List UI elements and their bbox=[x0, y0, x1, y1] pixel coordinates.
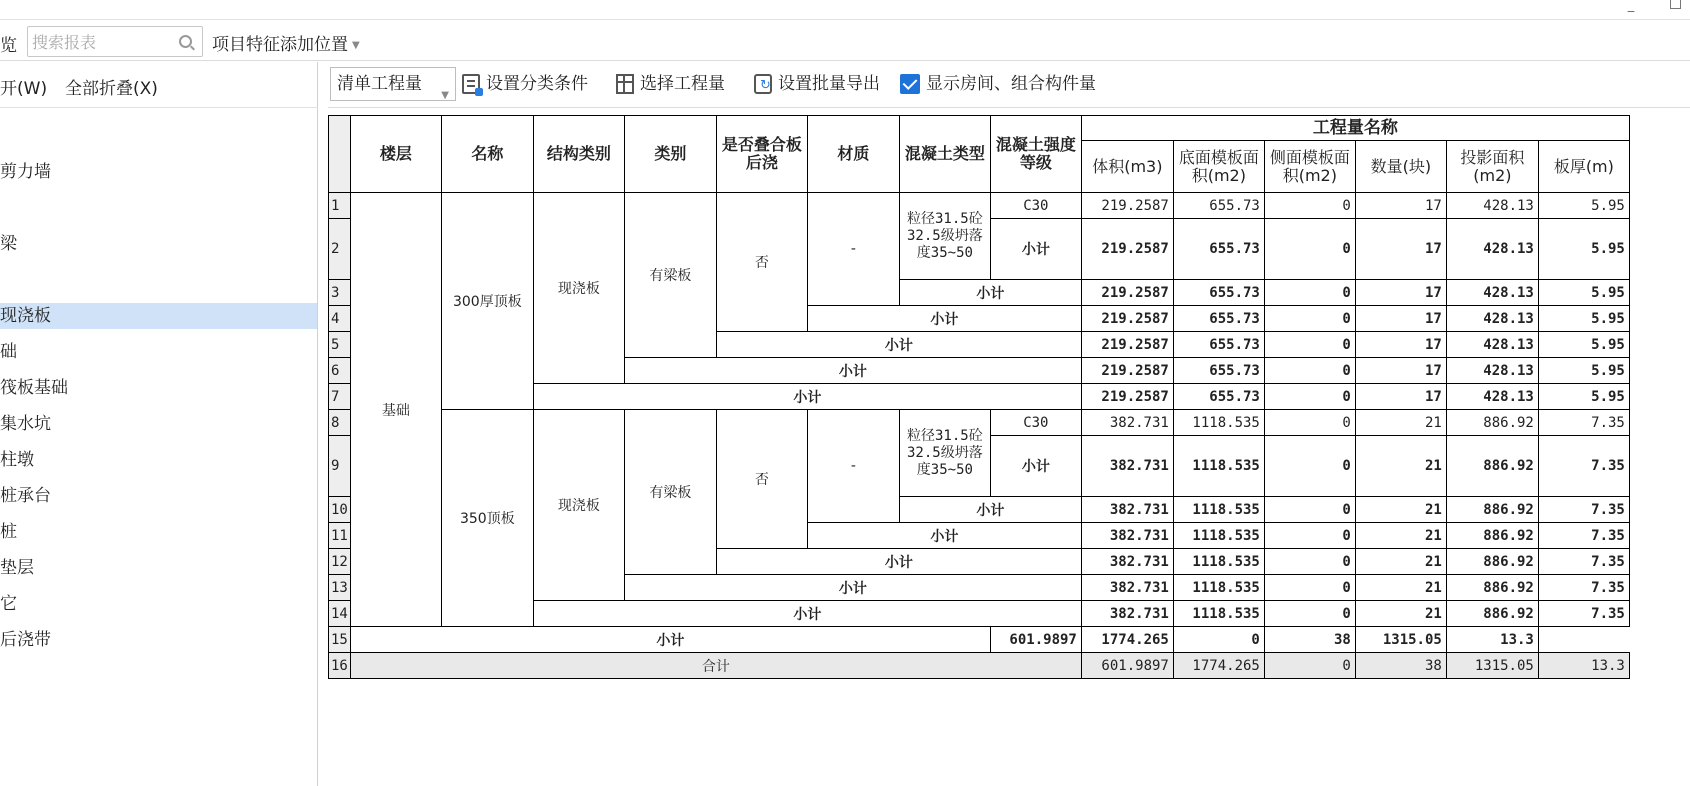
expand-all-button[interactable]: 开(W) bbox=[0, 79, 48, 99]
report-table bbox=[328, 115, 1630, 679]
classification-icon bbox=[462, 74, 480, 94]
count-cell: 38 bbox=[1355, 653, 1446, 679]
header-floor: 楼层 bbox=[350, 116, 441, 193]
header-side-formwork: 侧面模板面积(m2) bbox=[1264, 141, 1355, 193]
show-rooms-toggle[interactable] bbox=[900, 71, 1096, 97]
tree-item-column-pier[interactable]: 柱墩 bbox=[0, 450, 34, 470]
subtotal-label: 小计 bbox=[807, 306, 1081, 332]
tree-item-other[interactable]: 它 bbox=[0, 594, 17, 614]
count-cell: 17 bbox=[1355, 280, 1446, 306]
tree-item-beam[interactable]: 梁 bbox=[0, 234, 17, 254]
subtotal-label: 小计 bbox=[533, 601, 1081, 627]
subtotal-label: 小计 bbox=[716, 549, 1081, 575]
thickness-cell: 7.35 bbox=[1538, 410, 1629, 436]
component-tree-panel bbox=[0, 62, 318, 786]
bottom-formwork-cell: 655.73 bbox=[1173, 219, 1264, 280]
count-cell: 21 bbox=[1355, 523, 1446, 549]
bottom-formwork-cell: 1118.535 bbox=[1173, 575, 1264, 601]
floor-cell: 基础 bbox=[350, 193, 441, 627]
side-formwork-cell: 0 bbox=[1264, 410, 1355, 436]
header-laminated: 是否叠合板后浇 bbox=[716, 116, 807, 193]
maximize-icon bbox=[1670, 0, 1681, 9]
side-formwork-cell: 0 bbox=[1264, 332, 1355, 358]
quantity-type-select[interactable] bbox=[330, 67, 456, 101]
chevron-down-icon: ▼ bbox=[352, 39, 360, 51]
projected-area-cell: 886.92 bbox=[1446, 523, 1538, 549]
count-cell: 38 bbox=[1264, 627, 1355, 653]
row-number: 11 bbox=[329, 523, 351, 549]
bottom-formwork-cell: 1118.535 bbox=[1173, 436, 1264, 497]
thickness-cell: 7.35 bbox=[1538, 575, 1629, 601]
batch-export-button[interactable] bbox=[754, 71, 880, 97]
select-quantity-button[interactable] bbox=[616, 71, 725, 97]
thickness-cell: 7.35 bbox=[1538, 523, 1629, 549]
side-formwork-cell: 0 bbox=[1264, 497, 1355, 523]
search-box[interactable] bbox=[27, 26, 203, 57]
volume-cell: 382.731 bbox=[1081, 549, 1173, 575]
projected-area-cell: 886.92 bbox=[1446, 575, 1538, 601]
minimize-icon: _ bbox=[1627, 0, 1635, 13]
volume-cell: 382.731 bbox=[1081, 575, 1173, 601]
row-number: 4 bbox=[329, 306, 351, 332]
quantity-type-value: 清单工程量 bbox=[337, 74, 422, 94]
header-quantity-group: 工程量名称 bbox=[1081, 116, 1629, 141]
feature-position-dropdown[interactable] bbox=[212, 30, 360, 55]
side-formwork-cell: 0 bbox=[1264, 436, 1355, 497]
maximize-button[interactable] bbox=[1664, 0, 1686, 14]
projected-area-cell: 886.92 bbox=[1446, 497, 1538, 523]
count-cell: 17 bbox=[1355, 306, 1446, 332]
browse-label: 览 bbox=[0, 36, 17, 56]
projected-area-cell: 428.13 bbox=[1446, 332, 1538, 358]
side-formwork-cell: 0 bbox=[1264, 306, 1355, 332]
row-number: 7 bbox=[329, 384, 351, 410]
count-cell: 17 bbox=[1355, 384, 1446, 410]
header-thickness: 板厚(m) bbox=[1538, 141, 1629, 193]
table-row bbox=[329, 193, 1630, 219]
row-number: 6 bbox=[329, 358, 351, 384]
volume-cell: 382.731 bbox=[1081, 436, 1173, 497]
count-cell: 21 bbox=[1355, 601, 1446, 627]
projected-area-cell: 1315.05 bbox=[1446, 653, 1538, 679]
row-number: 1 bbox=[329, 193, 351, 219]
row-number: 3 bbox=[329, 280, 351, 306]
projected-area-cell: 428.13 bbox=[1446, 358, 1538, 384]
thickness-cell: 5.95 bbox=[1538, 193, 1629, 219]
set-classification-label: 设置分类条件 bbox=[486, 74, 588, 94]
volume-cell: 219.2587 bbox=[1081, 306, 1173, 332]
checkbox-checked-icon[interactable] bbox=[900, 74, 920, 94]
subtotal-label: 小计 bbox=[990, 436, 1081, 497]
bottom-formwork-cell: 1118.535 bbox=[1173, 410, 1264, 436]
material-cell: - bbox=[807, 193, 899, 306]
projected-area-cell: 886.92 bbox=[1446, 410, 1538, 436]
tree-item-pile[interactable]: 桩 bbox=[0, 522, 17, 542]
count-cell: 21 bbox=[1355, 497, 1446, 523]
subtotal-label: 小计 bbox=[533, 384, 1081, 410]
select-quantity-label: 选择工程量 bbox=[640, 74, 725, 94]
material-cell: - bbox=[807, 410, 899, 523]
search-icon[interactable] bbox=[179, 35, 192, 48]
side-formwork-cell: 0 bbox=[1264, 219, 1355, 280]
row-number: 5 bbox=[329, 332, 351, 358]
header-material: 材质 bbox=[807, 116, 899, 193]
row-number: 15 bbox=[329, 627, 351, 653]
row-number: 8 bbox=[329, 410, 351, 436]
minimize-button[interactable] bbox=[1620, 0, 1642, 14]
thickness-cell: 5.95 bbox=[1538, 306, 1629, 332]
laminated-cell: 否 bbox=[716, 193, 807, 332]
bottom-formwork-cell: 655.73 bbox=[1173, 193, 1264, 219]
collapse-all-button[interactable]: 全部折叠(X) bbox=[65, 79, 158, 99]
concrete-type-cell: 粒径31.5砼32.5级坍落度35~50 bbox=[899, 193, 990, 280]
tree-item-sump-pit[interactable]: 集水坑 bbox=[0, 414, 51, 434]
header-count: 数量(块) bbox=[1355, 141, 1446, 193]
bottom-formwork-cell: 1118.535 bbox=[1173, 497, 1264, 523]
count-cell: 21 bbox=[1355, 436, 1446, 497]
projected-area-cell: 428.13 bbox=[1446, 193, 1538, 219]
tree-item-foundation[interactable]: 础 bbox=[0, 342, 17, 362]
subtotal-label: 小计 bbox=[899, 497, 1081, 523]
thickness-cell: 5.95 bbox=[1538, 384, 1629, 410]
report-search-bar bbox=[0, 21, 1690, 61]
volume-cell: 219.2587 bbox=[1081, 193, 1173, 219]
count-cell: 17 bbox=[1355, 193, 1446, 219]
thickness-cell: 5.95 bbox=[1538, 280, 1629, 306]
name-cell: 300厚顶板 bbox=[441, 193, 533, 410]
table-grid-icon bbox=[616, 74, 634, 94]
side-formwork-cell: 0 bbox=[1264, 384, 1355, 410]
bottom-formwork-cell: 655.73 bbox=[1173, 280, 1264, 306]
concrete-type-cell: 粒径31.5砼32.5级坍落度35~50 bbox=[899, 410, 990, 497]
volume-cell: 382.731 bbox=[1081, 497, 1173, 523]
count-cell: 21 bbox=[1355, 410, 1446, 436]
count-cell: 17 bbox=[1355, 332, 1446, 358]
report-toolbar bbox=[328, 62, 1690, 108]
show-rooms-label: 显示房间、组合构件量 bbox=[926, 74, 1096, 94]
projected-area-cell: 886.92 bbox=[1446, 436, 1538, 497]
row-number: 16 bbox=[329, 653, 351, 679]
side-formwork-cell: 0 bbox=[1264, 653, 1355, 679]
tree-item-pile-cap[interactable]: 桩承台 bbox=[0, 486, 51, 506]
volume-cell: 382.731 bbox=[1081, 523, 1173, 549]
export-icon bbox=[754, 74, 772, 94]
chevron-down-icon: ▼ bbox=[441, 90, 449, 101]
projected-area-cell: 428.13 bbox=[1446, 306, 1538, 332]
side-formwork-cell: 0 bbox=[1264, 523, 1355, 549]
name-cell: 350顶板 bbox=[441, 410, 533, 627]
set-classification-button[interactable] bbox=[462, 71, 588, 97]
count-cell: 21 bbox=[1355, 575, 1446, 601]
side-formwork-cell: 0 bbox=[1264, 193, 1355, 219]
count-cell: 21 bbox=[1355, 549, 1446, 575]
header-projected-area: 投影面积(m2) bbox=[1446, 141, 1538, 193]
total-label: 合计 bbox=[350, 653, 1081, 679]
tree-item-cast-slab[interactable]: 现浇板 bbox=[0, 303, 317, 329]
volume-cell: 382.731 bbox=[1081, 601, 1173, 627]
side-formwork-cell: 0 bbox=[1264, 358, 1355, 384]
row-number: 10 bbox=[329, 497, 351, 523]
thickness-cell: 7.35 bbox=[1538, 436, 1629, 497]
subtotal-label: 小计 bbox=[990, 219, 1081, 280]
header-concrete-grade: 混凝土强度等级 bbox=[990, 116, 1081, 193]
bottom-formwork-cell: 1774.265 bbox=[1081, 627, 1173, 653]
subtotal-label: 小计 bbox=[624, 358, 1081, 384]
projected-area-cell: 428.13 bbox=[1446, 280, 1538, 306]
side-formwork-cell: 0 bbox=[1173, 627, 1264, 653]
tree-item-shear-wall[interactable]: 剪力墙 bbox=[0, 162, 51, 182]
tree-toolbar bbox=[0, 62, 318, 108]
projected-area-cell: 886.92 bbox=[1446, 601, 1538, 627]
subtotal-label: 小计 bbox=[716, 332, 1081, 358]
subtotal-label: 小计 bbox=[807, 523, 1081, 549]
grade-cell: C30 bbox=[990, 193, 1081, 219]
thickness-cell: 5.95 bbox=[1538, 358, 1629, 384]
category-cell: 有梁板 bbox=[624, 193, 716, 358]
struct-cell: 现浇板 bbox=[533, 410, 624, 601]
row-number: 14 bbox=[329, 601, 351, 627]
volume-cell: 219.2587 bbox=[1081, 358, 1173, 384]
header-category: 类别 bbox=[624, 116, 716, 193]
side-formwork-cell: 0 bbox=[1264, 575, 1355, 601]
tree-item-cushion[interactable]: 垫层 bbox=[0, 558, 34, 578]
thickness-cell: 7.35 bbox=[1538, 497, 1629, 523]
batch-export-label: 设置批量导出 bbox=[778, 74, 880, 94]
row-number: 2 bbox=[329, 219, 351, 280]
row-number: 13 bbox=[329, 575, 351, 601]
title-bar bbox=[0, 0, 1690, 20]
bottom-formwork-cell: 1774.265 bbox=[1173, 653, 1264, 679]
header-struct-type: 结构类别 bbox=[533, 116, 624, 193]
bottom-formwork-cell: 655.73 bbox=[1173, 358, 1264, 384]
side-formwork-cell: 0 bbox=[1264, 549, 1355, 575]
thickness-cell: 13.3 bbox=[1538, 653, 1629, 679]
bottom-formwork-cell: 655.73 bbox=[1173, 306, 1264, 332]
header-bottom-formwork: 底面模板面积(m2) bbox=[1173, 141, 1264, 193]
volume-cell: 219.2587 bbox=[1081, 384, 1173, 410]
thickness-cell: 7.35 bbox=[1538, 601, 1629, 627]
projected-area-cell: 428.13 bbox=[1446, 384, 1538, 410]
bottom-formwork-cell: 1118.535 bbox=[1173, 549, 1264, 575]
volume-cell: 219.2587 bbox=[1081, 280, 1173, 306]
volume-cell: 382.731 bbox=[1081, 410, 1173, 436]
corner-cell bbox=[329, 116, 351, 193]
struct-cell: 现浇板 bbox=[533, 193, 624, 384]
header-name: 名称 bbox=[441, 116, 533, 193]
thickness-cell: 13.3 bbox=[1446, 627, 1538, 653]
volume-cell: 601.9897 bbox=[990, 627, 1081, 653]
feature-position-label: 项目特征添加位置 bbox=[212, 35, 348, 55]
count-cell: 17 bbox=[1355, 358, 1446, 384]
table-row bbox=[329, 410, 1630, 436]
thickness-cell: 5.95 bbox=[1538, 219, 1629, 280]
volume-cell: 601.9897 bbox=[1081, 653, 1173, 679]
bottom-formwork-cell: 655.73 bbox=[1173, 332, 1264, 358]
table-row bbox=[329, 653, 1630, 679]
row-number: 12 bbox=[329, 549, 351, 575]
row-number: 9 bbox=[329, 436, 351, 497]
table-row bbox=[329, 627, 1630, 653]
thickness-cell: 5.95 bbox=[1538, 332, 1629, 358]
search-input[interactable] bbox=[32, 30, 172, 54]
category-cell: 有梁板 bbox=[624, 410, 716, 575]
projected-area-cell: 428.13 bbox=[1446, 219, 1538, 280]
bottom-formwork-cell: 1118.535 bbox=[1173, 523, 1264, 549]
quantity-report bbox=[328, 115, 1630, 679]
count-cell: 17 bbox=[1355, 219, 1446, 280]
side-formwork-cell: 0 bbox=[1264, 601, 1355, 627]
projected-area-cell: 886.92 bbox=[1446, 549, 1538, 575]
thickness-cell: 7.35 bbox=[1538, 549, 1629, 575]
laminated-cell: 否 bbox=[716, 410, 807, 549]
header-concrete-type: 混凝土类型 bbox=[899, 116, 990, 193]
volume-cell: 219.2587 bbox=[1081, 332, 1173, 358]
bottom-formwork-cell: 1118.535 bbox=[1173, 601, 1264, 627]
header-volume: 体积(m3) bbox=[1081, 141, 1173, 193]
subtotal-label: 小计 bbox=[350, 627, 990, 653]
projected-area-cell: 1315.05 bbox=[1355, 627, 1446, 653]
bottom-formwork-cell: 655.73 bbox=[1173, 384, 1264, 410]
side-formwork-cell: 0 bbox=[1264, 280, 1355, 306]
grade-cell: C30 bbox=[990, 410, 1081, 436]
subtotal-label: 小计 bbox=[624, 575, 1081, 601]
subtotal-label: 小计 bbox=[899, 280, 1081, 306]
volume-cell: 219.2587 bbox=[1081, 219, 1173, 280]
tree-item-raft-foundation[interactable]: 筏板基础 bbox=[0, 378, 68, 398]
tree-item-post-cast-strip[interactable]: 后浇带 bbox=[0, 630, 51, 650]
